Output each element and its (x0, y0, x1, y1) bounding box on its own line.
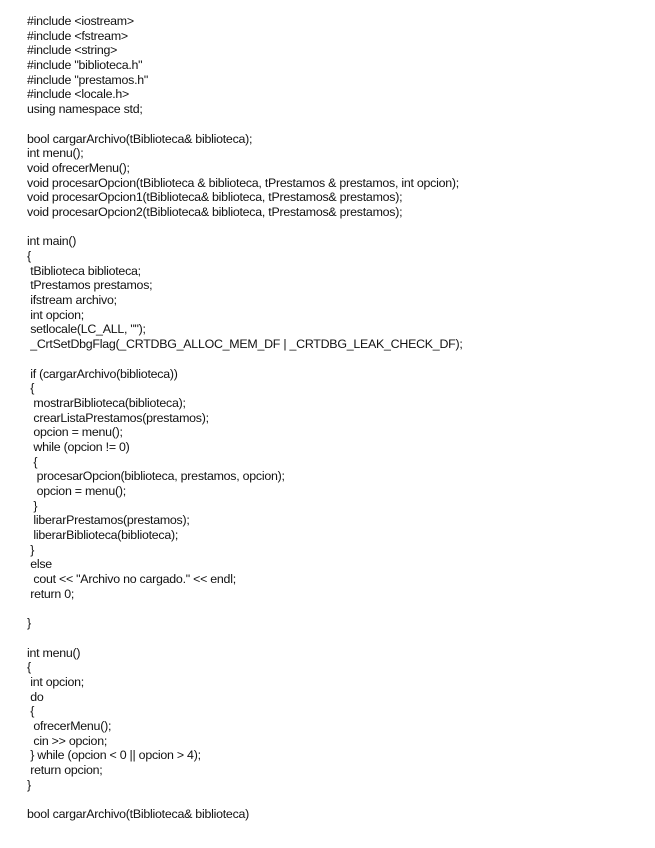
code-line: mostrarBiblioteca(biblioteca); (27, 395, 186, 410)
code-line: { (27, 704, 35, 719)
blank-line (27, 117, 647, 132)
code-line: int menu(); (27, 146, 84, 161)
code-line: { (27, 249, 31, 263)
code-line: if (cargarArchivo(biblioteca)) (27, 366, 178, 381)
code-line: #include <locale.h> (27, 87, 130, 102)
code-line: return 0; (27, 586, 75, 601)
code-line: #include "prestamos.h" (27, 72, 149, 87)
code-line: void procesarOpcion2(tBiblioteca& biblioteca, tPrestamos& prestamos); (27, 204, 403, 219)
blank-line (27, 792, 647, 807)
code-line: setlocale(LC_ALL, ""); (27, 322, 146, 337)
code-line: int opcion; (27, 307, 84, 322)
code-line: #include <fstream> (27, 28, 128, 43)
code-line: while (opcion != 0) (27, 439, 130, 454)
code-line: opcion = menu(); (27, 484, 126, 498)
code-line: liberarPrestamos(prestamos); (27, 513, 190, 528)
code-line: } while (opcion < 0 || opcion > 4); (27, 748, 201, 763)
code-line: _CrtSetDbgFlag(_CRTDBG_ALLOC_MEM_DF | _CRTDBG_LEAK_CHECK_DF); (27, 337, 463, 352)
code-line: { (27, 454, 38, 469)
code-line: bool cargarArchivo(tBiblioteca& biblioteca) (27, 807, 250, 822)
code-line: void ofrecerMenu(); (27, 160, 130, 175)
blank-line (27, 220, 647, 235)
code-line: #include <iostream> (27, 14, 134, 28)
code-line: tBiblioteca biblioteca; (27, 263, 141, 278)
code-line: #include "biblioteca.h" (27, 58, 143, 73)
code-line: opcion = menu(); (27, 425, 123, 440)
code-line: crearListaPrestamos(prestamos); (27, 410, 209, 425)
code-line: else (27, 557, 52, 572)
code-line: void procesarOpcion(tBiblioteca & biblioteca, tPrestamos & prestamos, int opcion); (27, 175, 459, 190)
blank-line (27, 352, 647, 367)
code-line: } (27, 777, 31, 792)
code-line: procesarOpcion(biblioteca, prestamos, opcion); (27, 469, 285, 484)
blank-line (27, 631, 647, 646)
code-listing (27, 14, 647, 822)
blank-line (27, 602, 647, 617)
code-line: { (27, 381, 35, 396)
code-line: } (27, 616, 31, 631)
code-line: } (27, 542, 35, 557)
code-line: int menu() (27, 645, 81, 660)
code-line: cout << "Archivo no cargado." << endl; (27, 572, 236, 587)
code-line: return opcion; (27, 763, 103, 778)
code-line: bool cargarArchivo(tBiblioteca& biblioteca); (27, 131, 253, 146)
code-line: using namespace std; (27, 102, 143, 117)
code-line: { (27, 660, 31, 675)
code-line: ofrecerMenu(); (27, 719, 112, 733)
code-line: } (27, 498, 38, 513)
code-line: tPrestamos prestamos; (27, 278, 153, 293)
code-line: #include <string> (27, 43, 118, 58)
code-line: cin >> opcion; (27, 733, 108, 748)
code-line: do (27, 689, 44, 704)
code-line: void procesarOpcion1(tBiblioteca& biblioteca, tPrestamos& prestamos); (27, 190, 403, 205)
code-line: int opcion; (27, 674, 84, 689)
code-line: int main() (27, 234, 77, 249)
code-line: ifstream archivo; (27, 293, 117, 308)
code-line: liberarBiblioteca(biblioteca); (27, 528, 179, 543)
